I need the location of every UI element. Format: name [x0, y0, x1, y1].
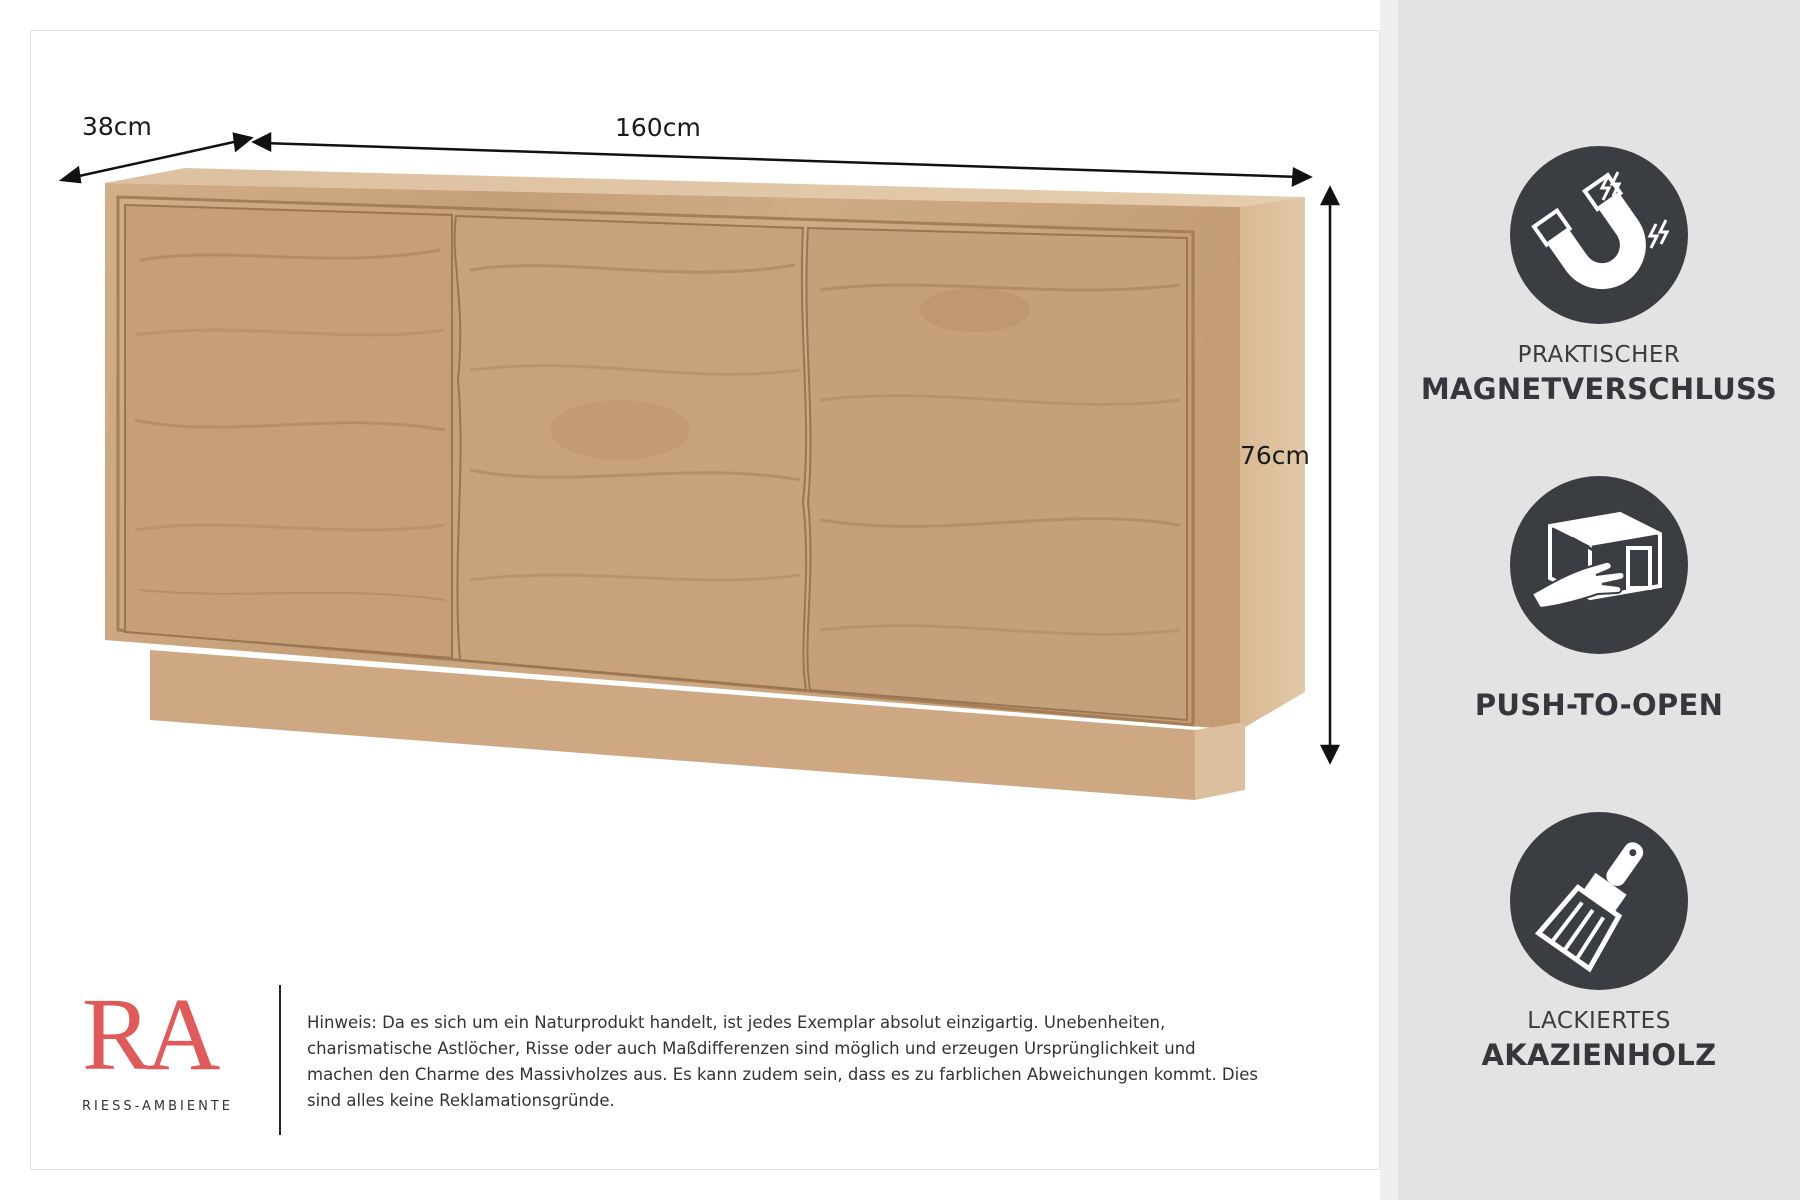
height-arrow: [1322, 188, 1338, 762]
door-right: [806, 228, 1187, 720]
width-label: 160cm: [615, 113, 701, 142]
feature-line2: MAGNETVERSCHLUSS: [1420, 372, 1778, 406]
feature-line1: PRAKTISCHER: [1517, 342, 1681, 368]
natural-product-note: Hinweis: Da es sich um ein Naturprodukt handelt, ist jedes Exemplar absolut einzigartig. Unebenheiten, charismatische Astlöcher, Risse oder auch Maßdifferenzen sind möglich und erzeugen Ursprünglichkeit und machen den Charme des Massivholzes aus. Es kann zudem sein, dass es zu farblichen Abweichungen kommt. Dies sind alles keine Reklamationsgründe.: [307, 1013, 1258, 1110]
push-to-open-icon: [1510, 476, 1688, 654]
feature-line1: LACKIERTES: [1527, 1008, 1671, 1034]
feature-line2: AKAZIENHOLZ: [1481, 1038, 1717, 1072]
door-middle: [455, 216, 807, 690]
height-label: 76cm: [1240, 441, 1310, 470]
feature-circle: [1510, 812, 1688, 990]
features-sidebar: [1398, 0, 1800, 1200]
feature-lacquered-acacia: [1398, 812, 1800, 1072]
magnet-icon: [1510, 146, 1688, 324]
door-left: [125, 205, 452, 658]
logo-mark: RA: [82, 977, 215, 1092]
feature-magnet: [1398, 146, 1800, 406]
feature-circle: [1510, 146, 1688, 324]
depth-label: 38cm: [82, 112, 152, 141]
panel-divider: [1380, 0, 1398, 1200]
feature-push-to-open: [1398, 476, 1800, 722]
brand-logo: [82, 977, 252, 1114]
paintbrush-icon: [1510, 812, 1688, 990]
logo-divider: [279, 985, 281, 1135]
feature-circle: [1510, 476, 1688, 654]
brand-name: RIESS-AMBIENTE: [82, 1099, 233, 1114]
feature-line2: PUSH-TO-OPEN: [1474, 688, 1724, 722]
